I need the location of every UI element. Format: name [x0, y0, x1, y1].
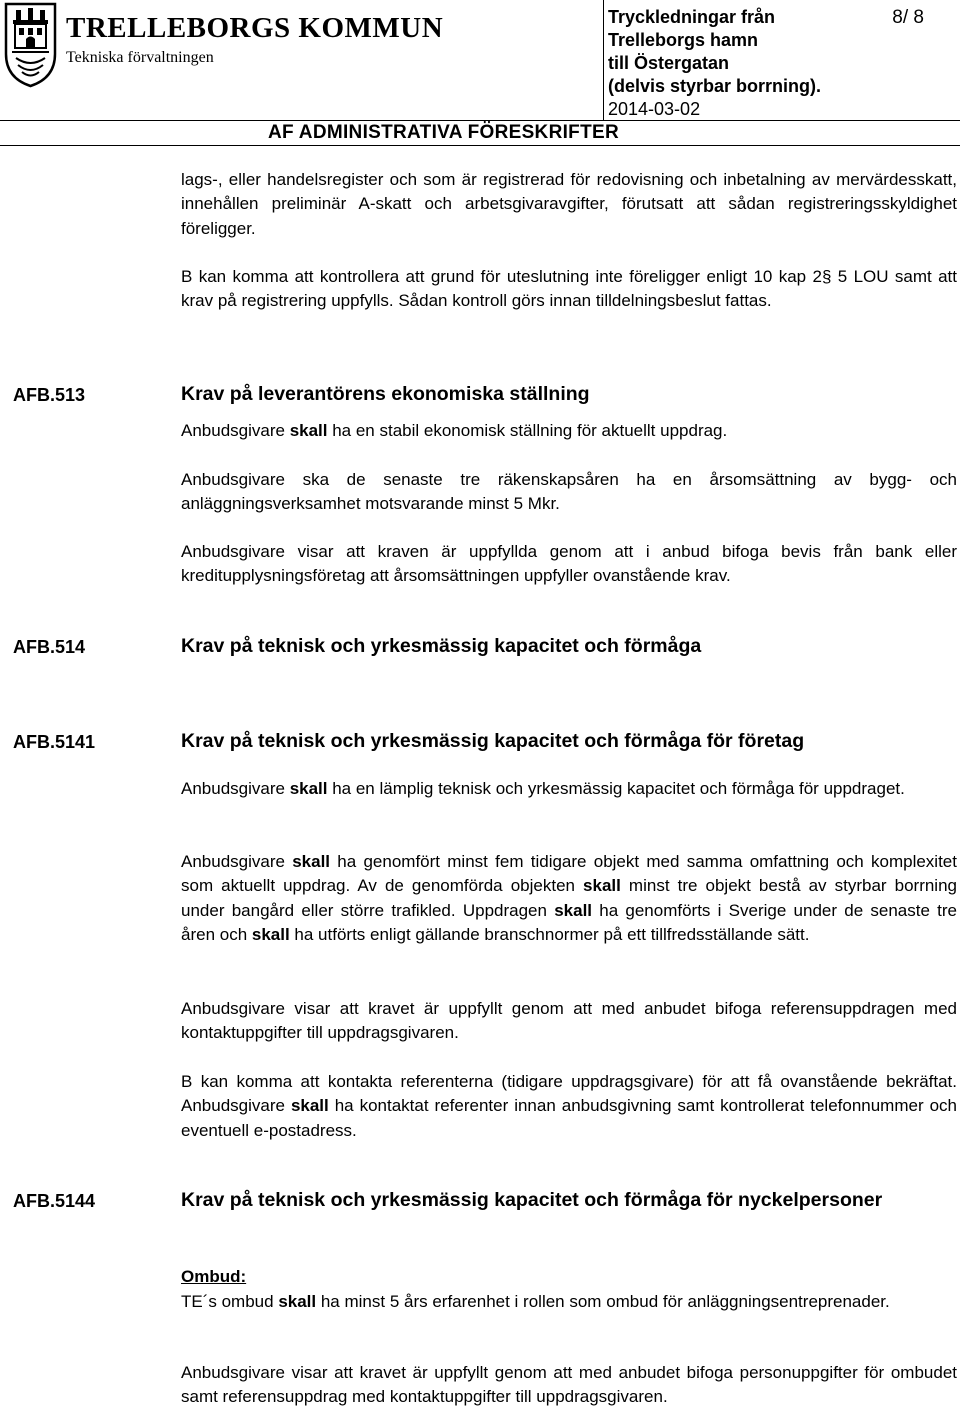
paragraph: Anbudsgivare visar att kraven är uppfyllda genom att i anbud bifoga bevis från bank eller kreditupplysningsföretag att årsomsättningen uppfyller ovanstående krav.: [181, 542, 957, 586]
coat-of-arms-logo: [4, 2, 57, 88]
text-run: Anbudsgivare: [181, 779, 290, 798]
emphasis: skall: [278, 1292, 317, 1311]
emphasis: skall: [289, 421, 328, 440]
text-run: ha utförts enligt gällande branschnormer på ett tillfredsställande sätt.: [289, 924, 810, 944]
emphasis: skall: [554, 900, 593, 920]
document-date: 2014-03-02: [608, 99, 701, 119]
text-run: minst tre objekt bestå av styrbar borrning under bangård eller större trafikled. Uppdragen: [181, 876, 957, 920]
paragraph: [181, 1070, 957, 1143]
header-divider: [0, 145, 960, 146]
text-run: ha en stabil ekonomisk ställning för aktuellt uppdrag.: [327, 421, 728, 440]
paragraph: lags-, eller handelsregister och som är registrerad för redovisning och inbetalning av mervärdesskatt, innehållen preliminär A-skatt och arbetsgivaravgifter, förutsatt att sådan registreringsskyldighet föreligger.: [181, 170, 957, 238]
paragraph: Anbudsgivare ska de senaste tre räkenskapsåren ha en årsomsättning av bygg- och anläggningsverksamhet motsvarande minst 5 Mkr.: [181, 470, 957, 514]
text-run: ha en lämplig teknisk och yrkesmässig kapacitet och förmåga för uppdraget.: [327, 779, 905, 798]
text-run: TE´s ombud: [181, 1292, 279, 1311]
paragraph: [181, 1290, 957, 1314]
emphasis: skall: [583, 876, 621, 896]
paragraph: B kan komma att kontrollera att grund för uteslutning inte föreligger enligt 10 kap 2§ 5 LOU samt att krav på registrering uppfylls. Sådan kontroll görs innan tilldelningsbeslut fattas.: [181, 267, 957, 311]
paragraph: [181, 419, 957, 443]
document-title-line: Tryckledningar från: [608, 7, 776, 27]
paragraph: Anbudsgivare visar att kravet är uppfyllt genom att med anbudet bifoga referensuppdragen med kontaktuppgifter till uppdragsgivaren.: [181, 999, 957, 1043]
text-run: ha minst 5 års erfarenhet i rollen som ombud för anläggningsentreprenader.: [316, 1292, 890, 1311]
section-heading: Krav på teknisk och yrkesmässig kapacitet och förmåga för företag: [181, 730, 805, 752]
emphasis: skall: [289, 779, 328, 798]
header-divider-vertical: [603, 0, 604, 120]
subheading-label: Ombud:: [181, 1267, 247, 1286]
paragraph: [181, 777, 957, 801]
page-header: [0, 0, 960, 146]
section-title: AF ADMINISTRATIVA FÖRESKRIFTER: [268, 122, 619, 143]
section-heading: Krav på leverantörens ekonomiska ställning: [181, 383, 590, 405]
document-title: [608, 6, 888, 121]
document-title-line: till Östergatan: [608, 53, 730, 73]
section-heading: Krav på teknisk och yrkesmässig kapacitet och förmåga: [181, 635, 702, 657]
paragraph: [181, 850, 957, 947]
emphasis: skall: [292, 852, 331, 871]
section-code: AFB.5144: [13, 1191, 96, 1211]
document-title-line: Trelleborgs hamn: [608, 30, 759, 50]
text-run: Anbudsgivare: [181, 852, 293, 871]
text-run: ha genomförts i Sverige under de senaste tre åren och: [181, 900, 957, 944]
section-code: AFB.513: [13, 385, 86, 405]
organization-name: TRELLEBORGS KOMMUN: [66, 12, 444, 44]
text-run: ha kontaktat referenter innan anbudsgivning samt kontrollerat telefonnummer och eventuell e-postadress.: [181, 1096, 957, 1140]
emphasis: skall: [290, 1096, 329, 1116]
section-code: AFB.514: [13, 637, 86, 657]
text-run: B kan komma att kontakta referenterna (tidigare uppdragsgivare) för att få ovanstående bekräftat. Anbudsgivare: [181, 1072, 957, 1116]
paragraph: Anbudsgivare visar att kravet är uppfyllt genom att med anbudet bifoga personuppgifter för ombudet samt referensuppdrag med kontaktuppgifter till uppdragsgivaren.: [181, 1363, 957, 1407]
document-title-line: (delvis styrbar borrning).: [608, 76, 822, 96]
text-run: Anbudsgivare: [181, 421, 290, 440]
organization-department: Tekniska förvaltningen: [66, 49, 214, 66]
text-run: ha genomfört minst fem tidigare objekt med samma omfattning och komplexitet som aktuellt uppdrag. Av de genomförda objekten: [181, 852, 957, 896]
subheading-ombud: [181, 1265, 957, 1289]
section-code: AFB.5141: [13, 732, 96, 752]
organization-brand: [66, 12, 443, 68]
header-divider: [0, 120, 960, 121]
emphasis: skall: [251, 924, 290, 944]
section-heading: Krav på teknisk och yrkesmässig kapacitet och förmåga för nyckelpersoner: [181, 1189, 883, 1211]
page-number: 8/ 8: [892, 7, 924, 28]
